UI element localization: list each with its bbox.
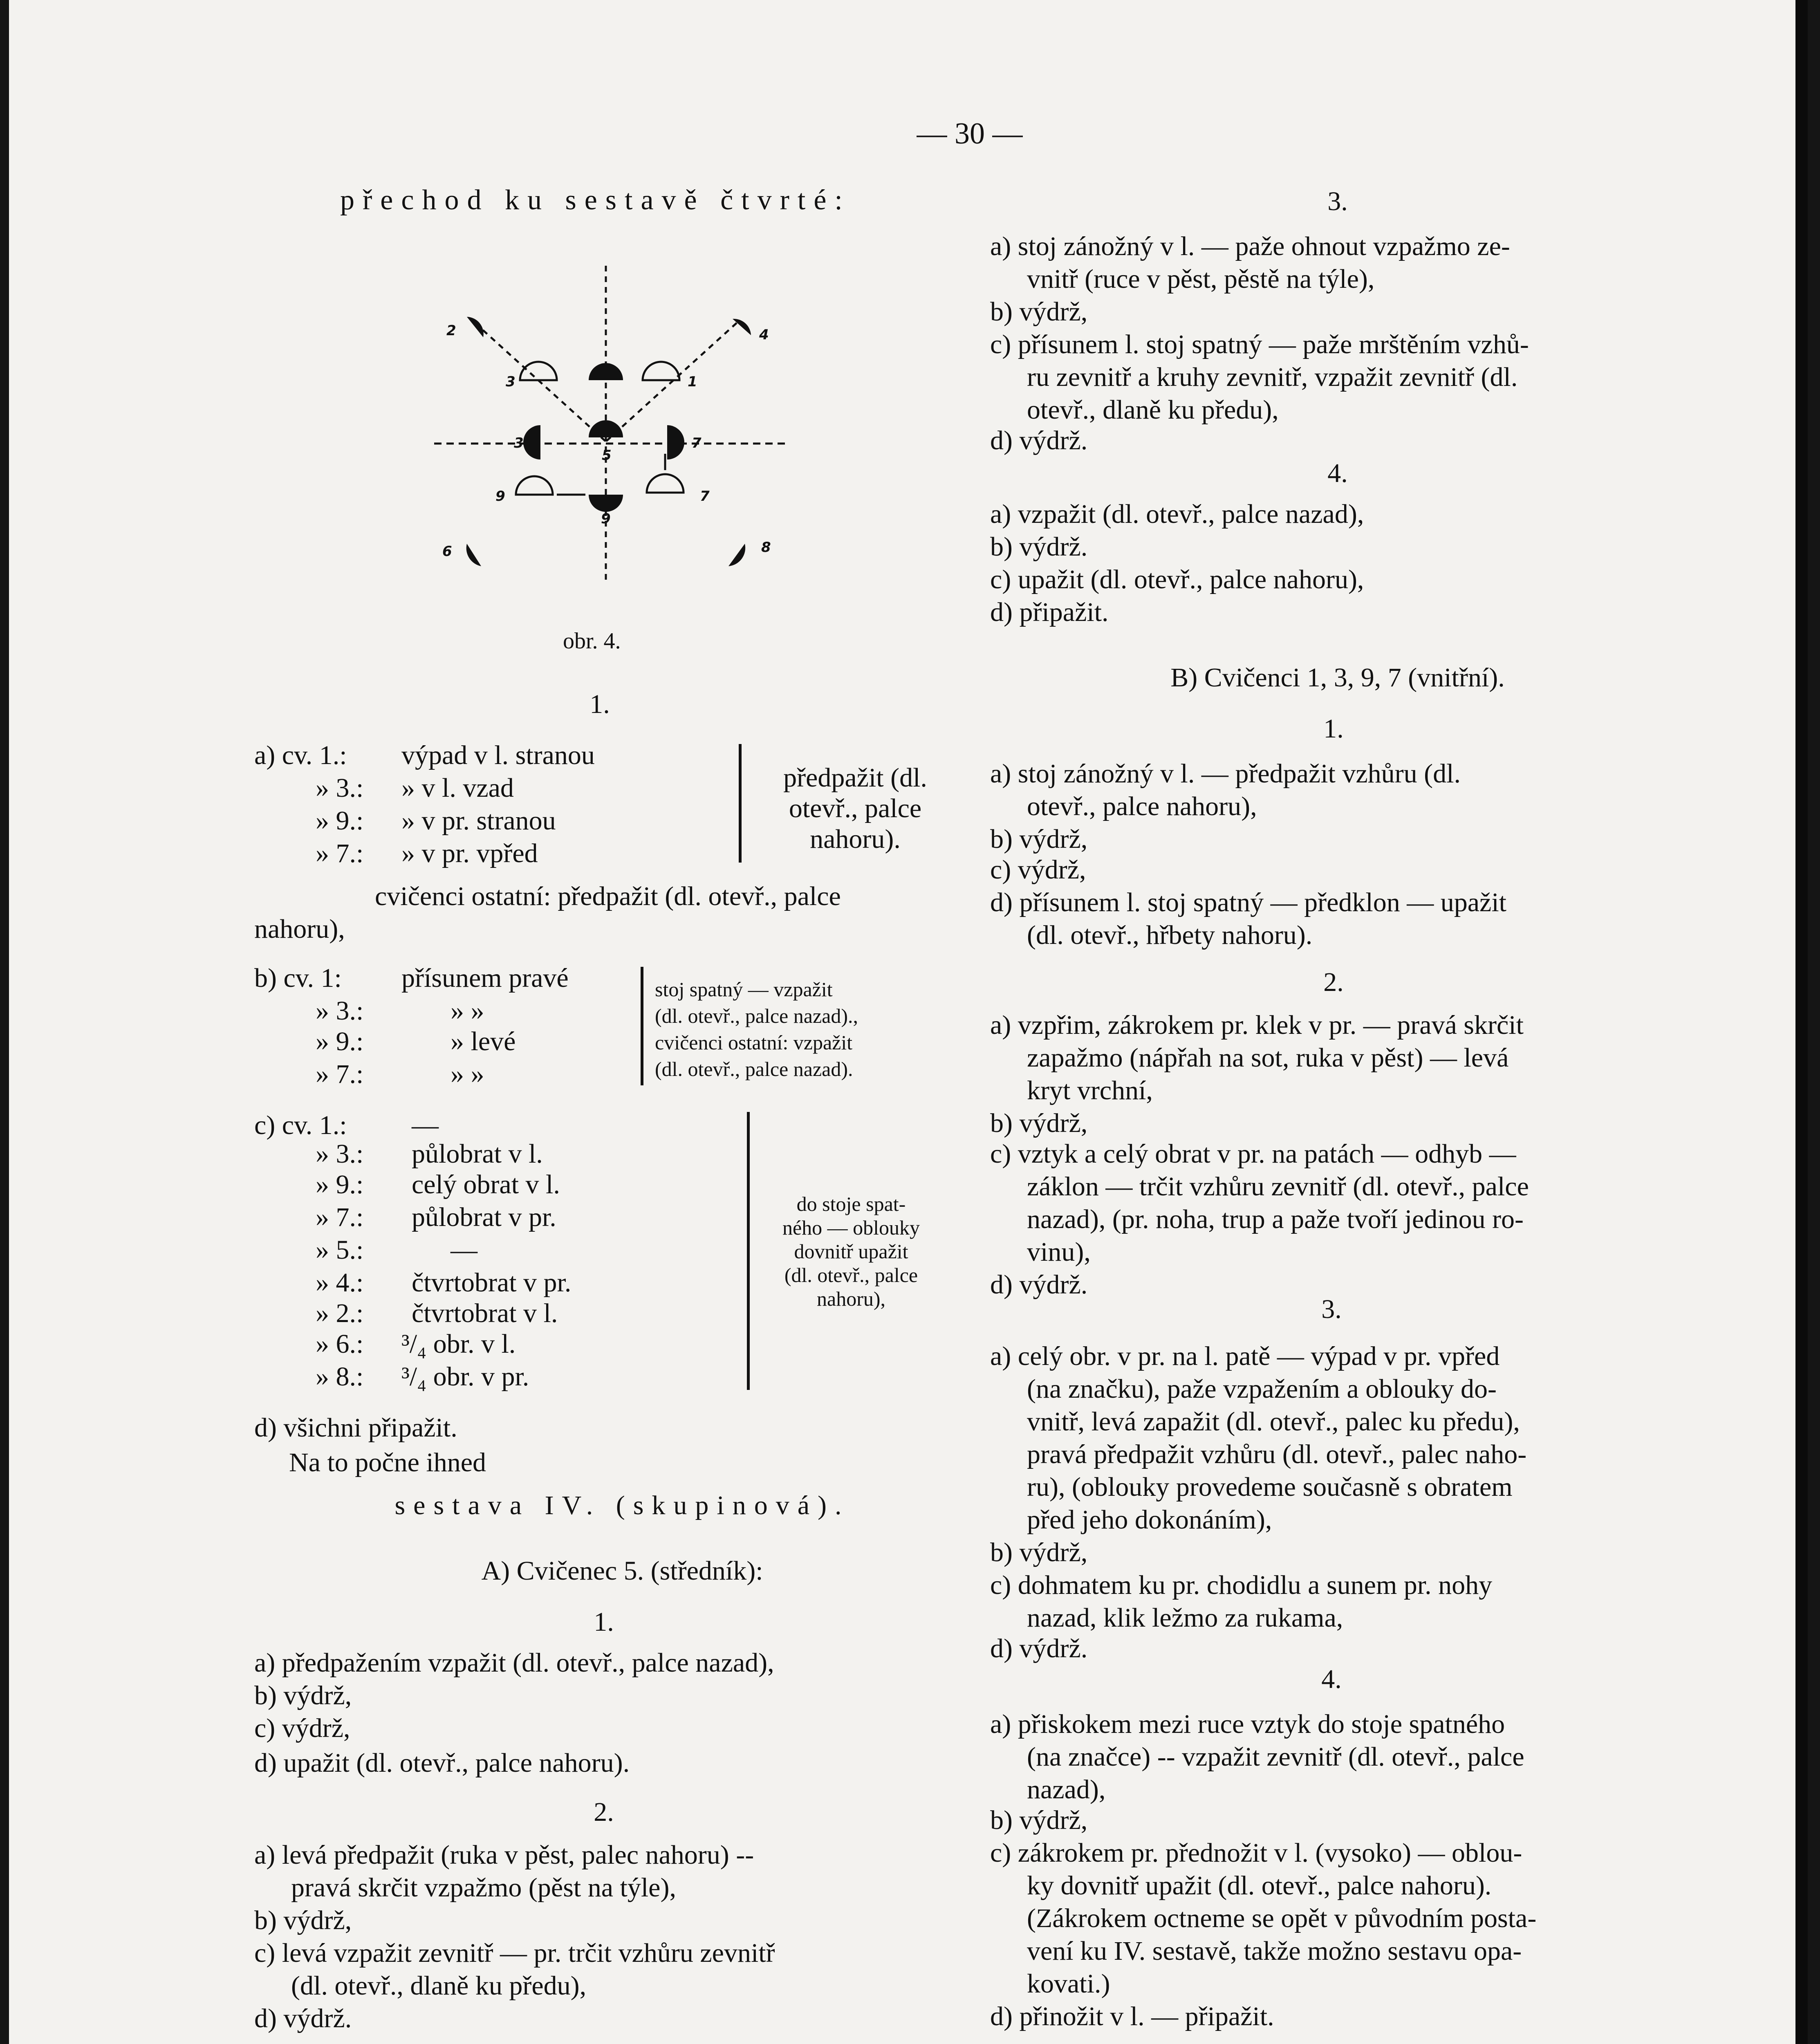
figure-label: 4 [759,327,769,343]
paragraph-line: (Zákrokem octneme se opět v původním posta- [1027,1903,1537,1933]
figure-label: 9 [601,511,611,527]
paragraph-line: b) výdrž, [990,297,1088,327]
paragraph-line: (dl. otevř., hřbety nahoru). [1027,920,1313,950]
paragraph-line: vení ku IV. sestavě, takže možno sestavu opa- [1027,1936,1522,1966]
brace-text: cvičenci ostatní: vzpažit [655,1031,853,1054]
brace-text: stoj spatný — vzpažit [655,978,833,1001]
section-number: 4. [1327,458,1348,488]
brace-text: (dl. otevř., palce [784,1264,918,1286]
paragraph-line: b) výdrž, [254,1905,352,1935]
paragraph-line: c) přísunem l. stoj spatný — paže mrštěním vzhů- [990,329,1529,359]
section-number: 2. [594,1797,614,1827]
gymnast-3-mark [523,425,540,459]
subsection-title: B) Cvičenci 1, 3, 9, 7 (vnitřní). [1170,663,1505,693]
paragraph-line: (na značku), paže vzpažením a oblouky do- [1027,1374,1497,1404]
paragraph-line: d) výdrž. [990,426,1088,455]
section-number: 1. [594,1607,614,1637]
gymnast-7-mark [667,425,684,459]
paragraph-line: a) stoj zánožný v l. — předpažit vzhůru (dl. [990,759,1461,789]
paragraph-line: ru), (oblouky provedeme současně s obratem [1027,1472,1513,1502]
paragraph-line: vnitř (ruce v pěst, pěstě na týle), [1027,264,1375,294]
figure-label: 3 [506,374,516,390]
gymnast-6-mark [466,544,481,566]
figure-label: 9 [495,488,505,504]
paragraph-line: (dl. otevř., dlaně ku předu), [291,1971,587,2001]
paragraph-line: cvičenci ostatní: předpažit (dl. otevř., palce [375,881,841,911]
section-number: 3. [1321,1294,1342,1324]
paragraph-line: d) výdrž. [990,1270,1088,1300]
paragraph-line: (na značce) -- vzpažit zevnitř (dl. otevř., palce [1027,1742,1524,1772]
brace-text: (dl. otevř., palce nazad). [655,1058,853,1080]
figure-label: 3 [514,435,524,451]
paragraph-line: b) výdrž. [990,532,1088,562]
figure-label: 5 [602,447,612,464]
paragraph-line: kryt vrchní, [1027,1076,1153,1105]
paragraph-line: nahoru), [254,914,345,944]
paragraph-line: c) výdrž, [254,1713,350,1743]
gymnast-5-mark [589,420,623,437]
paragraph-line: nazad), (pr. noha, trup a paže tvoří jedinou ro- [1027,1204,1524,1234]
paragraph-line: d) přinožit v l. — připažit. [990,2001,1274,2031]
paragraph-line: nazad, klik ležmo za rukama, [1027,1603,1343,1633]
paragraph-line: d) výdrž. [990,1634,1088,1663]
paragraph-line: c) vztyk a celý obrat v pr. na patách — odhyb — [990,1139,1516,1169]
paragraph-line: b) výdrž, [990,824,1088,854]
paragraph-line: vnitř, levá zapažit (dl. otevř., palec ku předu), [1027,1407,1520,1437]
paragraph-line: a) celý obr. v pr. na l. patě — výpad v pr. vpřed [990,1341,1500,1371]
paragraph-line: otevř., palce nahoru), [1027,791,1257,821]
gymnast-1-mark [589,363,623,380]
paragraph-line: kovati.) [1027,1969,1110,1999]
formation-diagram [418,262,794,613]
section-title: sestava IV. (skupinová). [394,1490,850,1520]
brace-text: nahoru), [817,1287,885,1310]
paragraph-line: a) vzpažit (dl. otevř., palce nazad), [990,499,1364,529]
paragraph-line: d) výdrž. [254,2004,352,2033]
brace-text: ného — oblouky [782,1216,920,1239]
page-number: — 30 — [917,117,1023,150]
paragraph-line: ky dovnitř upažit (dl. otevř., palce nahoru). [1027,1871,1492,1901]
paragraph-line: c) dohmatem ku pr. chodidlu a sunem pr. nohy [990,1570,1493,1600]
brace [747,1112,755,1390]
paragraph-line: vinu), [1027,1237,1091,1267]
gymnast-2-mark [467,317,484,337]
brace-text: předpažit (dl. [783,763,927,793]
figure-label: 7 [692,435,702,451]
section-number: 3. [1327,186,1348,216]
figure-label: 2 [446,323,456,339]
paragraph-line: d) připažit. [990,597,1109,627]
document-page: — 30 — přechod ku sestavě čtvrté: 2 4 3 1 3 5 7 9 9 7 6 8 obr. 4. 1. a) cv. 1.: výpad v l. stranou » 3.: » v l. vzad » 9.: » v pr. stranou » 7.: » v pr. vpřed předpažit (dl. otevř., palce nahoru). cvičenci ostatní: předpažit (dl. otevř., palce nahoru), b) cv. 1: přísunem pravé » 3.: » » » 9.: » levé » 7.: » » stoj spatný — vzpažit (dl. otevř., palce nazad)., cvičenci ostatní: vzpažit (dl. otevř., palce nazad). c) cv. 1.: — » 3.: půlobrat v l. » 9.: celý obrat v l. » 7.: půlobrat v pr. » 5.: — » 4.: čtvrtobrat v pr. » 2.: čtvrtobrat v l. » 6.: ³/₄ obr. v l. » 8.: ³/₄ obr. v pr. do stoje spat- ného — oblouky dovnitř upažit (dl. otevř., palce nahoru), d) všichni připažit. Na to počne ihned sestava IV. (skupinová). A) Cvičenec 5. (středník): 1. a) předpažením vzpažit (dl. otevř., palce nazad), b) výdrž, c) výdrž, d) upažit (dl. otevř., palce nahoru). 2. a) levá předpažit (ruka v pěst, palec nahoru) -- pravá skrčit vzpažmo (pěst na týle), b) výdrž, c) levá vzpažit zevnitř — pr. trčit vzhůru zevnitř (dl. otevř., dlaně ku předu), d) výdrž. 3. a) stoj zánožný v l. — paže ohnout vzpažmo ze- vnitř (ruce v pěst, pěstě na týle), b) výdrž, c) přísunem l. stoj spatný — paže mrštěním vzhů- ru zevnitř a kruhy zevnitř, vzpažit zevnitř (dl. otevř., dlaně ku předu), d) výdrž. 4. a) vzpažit (dl. otevř., palce nazad), b) výdrž. c) upažit (dl. otevř., palce nahoru), d) připažit. B) Cvičenci 1, 3, 9, 7 (vnitřní). 1. a) stoj zánožný v l. — předpažit vzhůru (dl. otevř., palce nahoru), b) výdrž, c) výdrž, d) přísunem l. stoj spatný — předklon — upažit (dl. otevř., hřbety nahoru). 2. a) vzpřim, zákrokem pr. klek v pr. — pravá skrčit zapažmo (nápřah na sot, ruka v pěst) — levá kryt vrchní, b) výdrž, c) vztyk a celý obrat v pr. na patách — odhyb — záklon — trčit vzhůru zevnitř (dl. otevř., palce nazad), (pr. noha, trup a paže tvoří jedinou ro- vinu), d) výdrž. 3. a) celý obr. v pr. na l. patě — výpad v pr. vpřed (na značku), paže vzpažením a oblouky do- vnitř, levá zapažit (dl. otevř., palec ku předu), pravá předpažit vzhůru (dl. otevř., palec naho- ru), (oblouky provedeme současně s obratem před jeho dokonáním), b) výdrž, c) dohmatem ku pr. chodidlu a sunem pr. nohy nazad, klik ležmo za rukama, d) výdrž. 4. a) přiskokem mezi ruce vztyk do stoje spatného (na značce) -- vzpažit zevnitř (dl. otevř., palce nazad), b) výdrž, c) zákrokem pr. přednožit v l. (vysoko) — oblou- ky dovnitř upažit (dl. otevř., palce nahoru). (Zákrokem octneme se opět v původním posta- vení ku IV. sestavě, takže možno sestavu opa- kovati.) d) přinožit v l. — připažit. [9,0,1808,2044]
paragraph-line: pravá skrčit vzpažmo (pěst na týle), [291,1873,676,1903]
paragraph-line: c) výdrž, [990,855,1086,885]
brace-text: (dl. otevř., palce nazad)., [655,1004,858,1027]
paragraph-line: a) předpažením vzpažit (dl. otevř., palce nazad), [254,1648,774,1678]
paragraph-line: otevř., dlaně ku předu), [1027,395,1279,425]
paragraph-line: b) výdrž, [990,1108,1088,1138]
paragraph-line: d) přísunem l. stoj spatný — předklon — upažit [990,888,1506,917]
brace-text: otevř., palce [789,793,922,823]
paragraph-line: a) levá předpažit (ruka v pěst, palec nahoru) -- [254,1840,754,1870]
paragraph-line: a) přiskokem mezi ruce vztyk do stoje spatného [990,1709,1505,1739]
figure-label: 8 [761,539,771,556]
paragraph-line: a) stoj zánožný v l. — paže ohnout vzpažmo ze- [990,231,1510,261]
paragraph-line: c) zákrokem pr. přednožit v l. (vysoko) — oblou- [990,1838,1522,1868]
paragraph-line: b) výdrž, [254,1681,352,1710]
paragraph-line: pravá předpažit vzhůru (dl. otevř., palec naho- [1027,1439,1527,1469]
brace [739,744,748,863]
figure-label: 7 [700,488,710,504]
paragraph-line: zapažmo (nápřah na sot, ruka v pěst) — levá [1027,1043,1509,1073]
paragraph-line: c) levá vzpažit zevnitř — pr. trčit vzhůru zevnitř [254,1938,775,1968]
section-number: 1. [589,689,610,719]
brace-text: nahoru). [810,824,901,854]
figure-label: 1 [688,374,697,390]
paragraph-line: před jeho dokonáním), [1027,1505,1272,1535]
transition-heading: přechod ku sestavě čtvrté: [340,184,851,216]
paragraph-line: d) upažit (dl. otevř., palce nahoru). [254,1748,630,1778]
figure-label: 6 [442,543,452,560]
gymnast-9-mark [589,495,623,512]
paragraph-line: Na to počne ihned [289,1448,486,1477]
section-number: 2. [1323,967,1344,997]
brace-text: do stoje spat- [796,1192,906,1215]
paragraph-line: záklon — trčit vzhůru zevnitř (dl. otevř., palce [1027,1172,1529,1201]
section-number: 1. [1323,714,1344,744]
paragraph-line: b) výdrž, [990,1805,1088,1835]
paragraph-line: ru zevnitř a kruhy zevnitř, vzpažit zevnitř (dl. [1027,362,1518,392]
brace [641,967,649,1085]
paragraph-line: a) vzpřim, zákrokem pr. klek v pr. — pravá skrčit [990,1010,1524,1040]
paragraph-line: c) upažit (dl. otevř., palce nahoru), [990,565,1364,594]
section-number: 4. [1321,1664,1342,1694]
paragraph-line: d) všichni připažit. [254,1413,457,1443]
paragraph-line: b) výdrž, [990,1537,1088,1567]
gymnast-4-mark [733,319,751,335]
paragraph-line: nazad), [1027,1775,1106,1804]
subsection-title: A) Cvičenec 5. (středník): [481,1556,763,1586]
gymnast-8-mark [728,544,745,566]
brace-text: dovnitř upažit [794,1240,908,1263]
figure-caption: obr. 4. [563,628,621,654]
